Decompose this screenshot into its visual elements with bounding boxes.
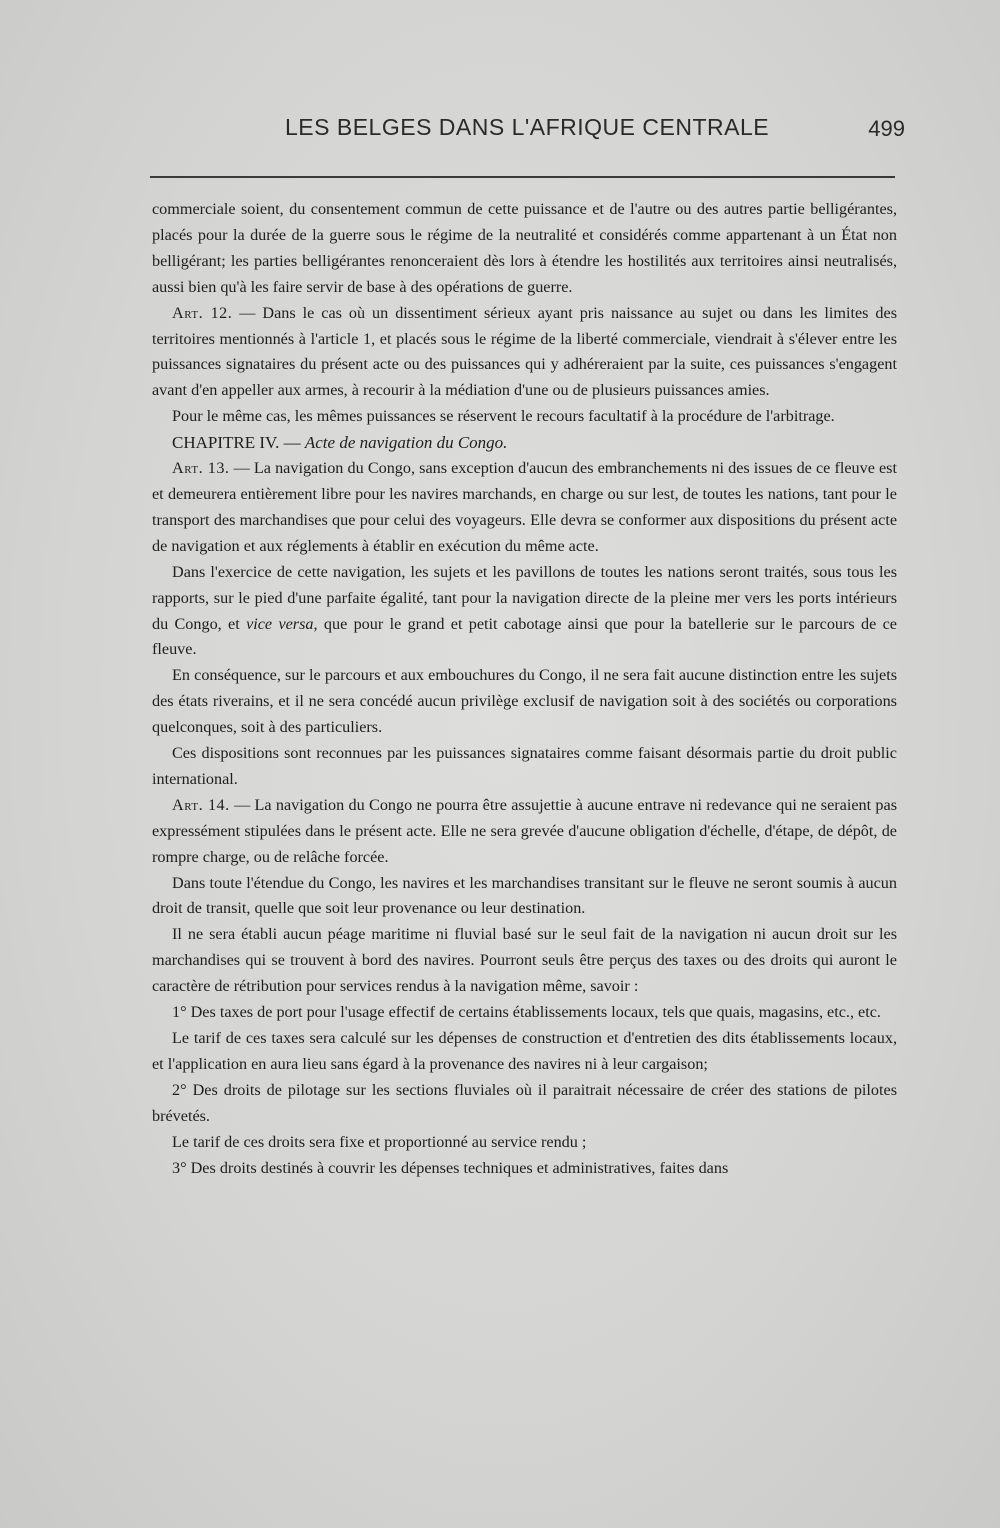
paragraph-continuation: commerciale soient, du consentement commun de cette puissance et de l'autre ou des autres partie belligérantes, placés pour la durée de la guerre sous le régime de la neutralité et considérés comme appartenant à un État non belligérant; les parties belligérantes renonceraient dès lors à étendre les hostilités aux territoires ainsi neutralisés, aussi bien qu'à les faire servir de base à des opérations de guerre. [152, 200, 897, 296]
paragraph-peage: Il ne sera établi aucun péage maritime ni fluvial basé sur le seul fait de la navigation ni aucun droit sur les marchandises qui se trouvent à bord des navires. Pourront seuls être perçus des taxes ou des droits qui auront le caractère de rétribution pour services rendus à la navigation même, savoir : [152, 925, 897, 996]
article-12 [152, 301, 897, 405]
chapter-heading [152, 430, 897, 456]
article-text: — La navigation du Congo, sans exception d'aucun des embranchements ni des issues de ce fleuve est et demeurera entièrement libre pour les navires marchands, en charge ou sur lest, de toutes les nations, tant pour le transport des marchandises que pour celui des voyageurs. Elle devra se conformer aux dispositions du présent acte de navigation et aux réglements à établir en exécution du même acte. [152, 459, 897, 555]
paragraph-text: , que pour le grand et petit cabotage ainsi que pour la batellerie sur le parcours de ce fleuve. [152, 614, 897, 659]
paragraph-arbitrage: Pour le même cas, les mêmes puissances se réservent le recours facultatif à la procédure de l'arbitrage. [172, 407, 835, 426]
article-13 [152, 456, 897, 560]
chapter-title: Acte de navigation du Congo. [304, 433, 508, 453]
page-number: 499 [868, 116, 905, 141]
article-text: — La navigation du Congo ne pourra être assujettie à aucune entrave ni redevance qui ne seraient pas expressément stipulées dans le présent acte. Elle ne sera grevée d'aucune obligation d'échelle, d'étape, de dépôt, de rompre charge, ou de relâche forcée. [152, 795, 897, 866]
chapter-dash: — [279, 433, 305, 453]
article-text: — Dans le cas où un dissentiment sérieux ayant pris naissance au sujet ou dans les limites des territoires mentionnés à l'article 1, et placés sous le régime de la liberté commerciale, viendrait à s'élever entre les puissances signataires du présent acte ou des puissances qui y adhéreraient par la suite, ces puissances s'engagent avant d'en appeller aux armes, à recourir à la médiation d'une ou de plusieurs puissances amies. [152, 303, 897, 400]
running-title: LES BELGES DANS L'AFRIQUE CENTRALE [285, 114, 770, 140]
page-header [150, 114, 910, 148]
chapter-label: CHAPITRE IV. [172, 433, 280, 453]
vice-versa-term: vice versa [246, 614, 314, 633]
header-rule [150, 176, 895, 178]
list-item-2: 2° Des droits de pilotage sur les sections fluviales où il paraitrait nécessaire de créer des stations de pilotes brévetés. [152, 1080, 897, 1125]
paragraph-dispositions: Ces dispositions sont reconnues par les puissances signataires comme faisant désormais partie du droit public international. [152, 744, 897, 788]
body-text [152, 197, 897, 1181]
list-item-1: 1° Des taxes de port pour l'usage effectif de certains établissements locaux, tels que quais, magasins, etc., etc. [172, 1003, 881, 1022]
list-item-3: 3° Des droits destinés à couvrir les dépenses techniques et administratives, faites dans [172, 1158, 729, 1177]
paragraph-tarif-droits: Le tarif de ces droits sera fixe et proportionné au service rendu ; [172, 1132, 587, 1151]
article-label: Art. 12. [172, 303, 233, 322]
paragraph-text: Dans l'exercice de cette navigation, les sujets et les pavillons de toutes les nations seront traités, sous tous les rapports, sur le pied d'une parfaite égalité, tant pour la navigation directe de la pleine mer vers les ports intérieurs du Congo, et [152, 562, 897, 633]
paragraph-etendue: Dans toute l'étendue du Congo, les navires et les marchandises transitant sur le fleuve ne seront soumis à aucun droit de transit, quelle que soit leur provenance ou leur destination. [152, 873, 897, 918]
paragraph-consequence: En conséquence, sur le parcours et aux embouchures du Congo, il ne sera fait aucune distinction entre les sujets des états riverains, et il ne sera concédé aucun privilège exclusif de navigation soit à des sociétés ou corporations quelconques, soit à des particuliers. [152, 666, 897, 737]
article-label: Art. 13. [172, 459, 230, 478]
paragraph-exercice [152, 560, 897, 664]
article-label: Art. 14. [172, 795, 230, 814]
paragraph-tarif-taxes: Le tarif de ces taxes sera calculé sur les dépenses de construction et d'entretien des dits établissements locaux, et l'application en aura lieu sans égard à la provenance des navires ni à leur cargaison; [152, 1029, 897, 1073]
article-14 [152, 793, 897, 871]
